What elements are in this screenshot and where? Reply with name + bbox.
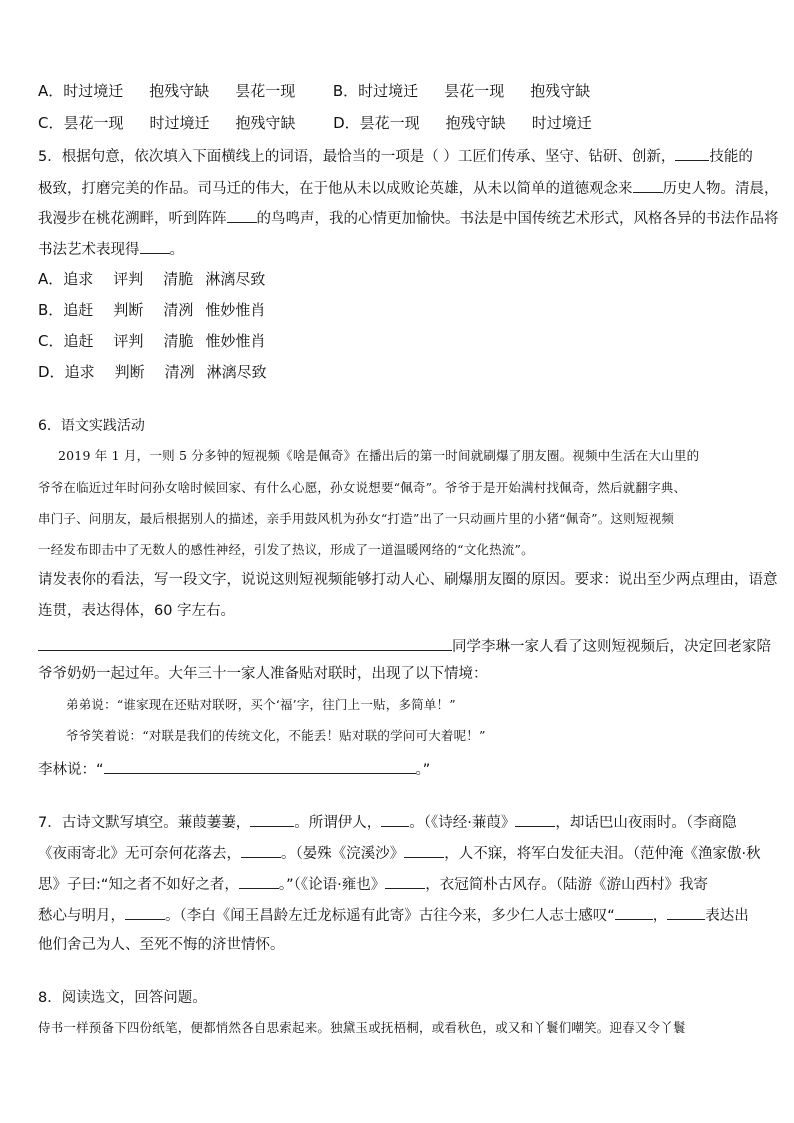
q4-option-row-cd [38,113,592,133]
q5-stem-line-1: 5．根据句意，依次填入下面横线上的词语，最恰当的一项是（ ）工匠们传承、坚守、钻研、创新， 技能的 [38,145,753,167]
q6-dialog-grandpa: 爷爷笑着说：“对联是我们的传统文化，不能丢！贴对联的学问可大着呢！” [66,728,486,743]
q7-line-2: 《夜雨寄北》无可奈何花落去， 。（晏殊《浣溪沙》 ，人不寐，将军白发征夫泪。（范仲淹《渔家傲·秋 [38,842,761,864]
answer-blank[interactable] [250,811,294,827]
q5-stem-line-2: 极致，打磨完美的作品。司马迁的伟大，在于他从未以成败论英雄，从未以简单的道德观念来 历史人物。清晨， [38,177,779,199]
q7-line-4: 愁心与明月， 。（李白《闻王昌龄左迁龙标遥有此寄》古往今来，多少仁人志士感叹“ ， 表达出 [38,904,749,926]
q6-title: 6．语文实践活动 [38,418,145,434]
answer-blank [140,238,170,254]
q8-passage-line-1: 侍书一样预备下四份纸笔，便都悄然各自思索起来。独黛玉或抚梧桐，或看秋色，或又和丫鬟们嘲笑。迎春又令丫鬟 [38,1020,686,1035]
writing-answer-blank[interactable] [38,634,452,651]
answer-blank [675,145,709,161]
q4-option-d: D．昙花一现 抱残守缺 时过境迁 [333,114,592,132]
answer-blank[interactable] [515,811,555,827]
q7-line-1: 7．古诗文默写填空。蒹葭萋萋， 。所谓伊人， 。（《诗经·蒹葭》 ，却话巴山夜雨时。（李商隐 [38,811,737,833]
answer-blank[interactable] [615,904,653,920]
q5-option-b: B．追赶 判断 清冽 惟妙惟肖 [38,301,266,319]
q4-option-a: A．时过境迁 抱残守缺 昙花一现 [38,82,296,100]
q5-stem-line-3: 我漫步在桃花溯畔，听到阵阵 的鸟鸣声，我的心情更加愉快。书法是中国传统艺术形式，风格各异的书法作品将 [38,207,779,229]
answer-blank[interactable] [241,842,281,858]
answer-blank[interactable] [239,873,279,889]
q6-passage-line-4: 一经发布即击中了无数人的感性神经，引发了热议，形成了一道温暖网络的“文化热流”。 [38,542,534,557]
q6-passage-line-1: 2019 年 1 月，一则 5 分多钟的短视频《啥是佩奇》在播出后的第一时间就刷爆了朋友圈。视频中生活在大山里的 [58,448,700,463]
answer-blank[interactable] [667,904,705,920]
q4-option-c: C．昙花一现 时过境迁 抱残守缺 [38,114,296,132]
lilin-answer-blank[interactable] [104,758,416,774]
q6-requirement-line-2: 连贯，表达得体，60 字左右。 [38,603,236,619]
q6-dialog-brother: 弟弟说：“谁家现在还贴对联呀，买个‘福’字，往门上一贴，多简单！” [66,697,456,712]
q5-stem-line-4: 书法艺术表现得 。 [38,238,184,260]
q6-story-line: 爷爷奶奶一起过年。大年三十一家人准备贴对联时，出现了以下情境： [38,666,488,682]
q8-title: 8．阅读选文，回答问题。 [38,990,207,1006]
q7-line-5: 他们舍己为人、至死不悔的济世情怀。 [38,937,285,953]
q5-option-a: A．追求 评判 清脆 淋漓尽致 [38,270,266,288]
q4-option-b: B．时过境迁 昙花一现 抱残守缺 [332,82,591,100]
answer-blank[interactable] [381,811,409,827]
q6-lilin-reply: 李林说：“ 。” [38,758,430,780]
q5-option-c: C．追赶 评判 清脆 惟妙惟肖 [38,332,266,350]
q5-option-d: D．追求 判断 清冽 淋漓尽致 [38,363,267,381]
q7-line-3: 思》子曰:“知之者不如好之者， 。”（《论语·雍也》 ，衣冠简朴古风存。（陆游《游山西村》我寄 [38,873,708,895]
q4-option-row-ab [38,81,590,101]
q6-passage-line-3: 串门子、问朋友，最后根据别人的描述，亲手用鼓风机为孙女“打造”出了一只动画片里的小猪“佩奇”。这则短视频 [38,511,674,526]
answer-blank[interactable] [404,842,444,858]
q6-requirement-line-1: 请发表你的看法，写一段文字，说说这则短视频能够打动人心、刷爆朋友圈的原因。要求：说出至少两点理由，语意 [38,572,778,588]
answer-blank [633,177,663,193]
answer-blank[interactable] [385,873,425,889]
answer-blank[interactable] [125,904,165,920]
q6-answer-line: 同学李琳一家人看了这则短视频后，决定回老家陪 [38,634,771,657]
q6-passage-line-2: 爷爷在临近过年时问孙女啥时候回家、有什么心愿，孙女说想要“佩奇”。爷爷于是开始满村找佩奇，然后就翻字典、 [38,480,687,495]
answer-blank [227,207,257,223]
